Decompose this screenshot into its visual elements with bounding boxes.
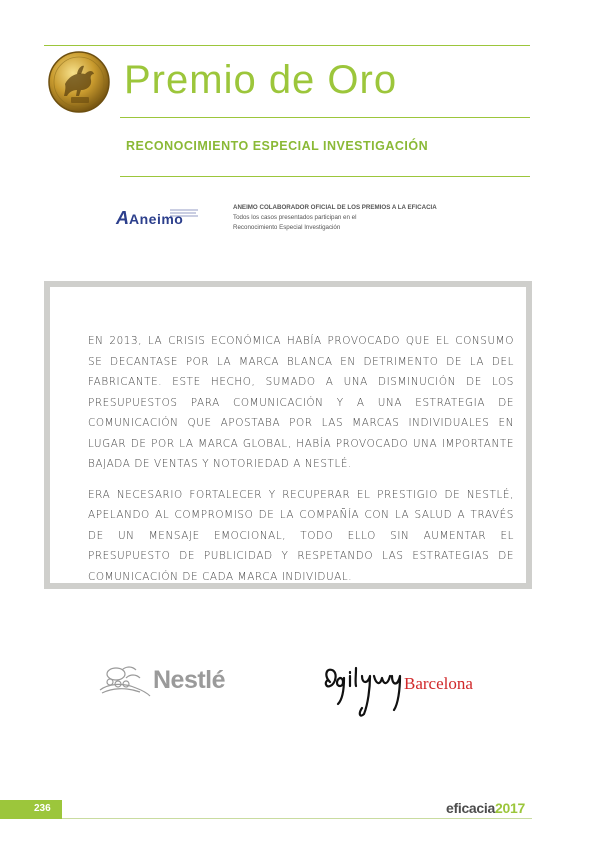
title-bottom-rule (120, 117, 530, 118)
summary-paragraph: ERA NECESARIO FORTALECER Y RECUPERAR EL PRESTIGIO DE NESTLÉ, APELANDO AL COMPROMISO DE LA COMPAÑÍA CON LA SALUD A TRAVÉS DE UN MENSAJE EMOCIONAL, TODO ELLO SIN AUMENTAR EL PRESUPUESTO DE PUBLICIDAD Y RESPETANDO LAS ESTRATEGIAS DE COMUNICACIÓN DE CADA MARCA INDIVIDUAL. (88, 488, 514, 583)
sponsor-line-3: Reconocimiento Especial Investigación (233, 224, 341, 231)
gold-medal-icon (47, 50, 111, 114)
sponsor-line-1: ANEIMO COLABORADOR OFICIAL DE LOS PREMIOS A LA EFICACIA (233, 204, 437, 211)
footer-rule (62, 818, 532, 819)
publication-name: eficacia (446, 800, 495, 816)
sponsor-note (233, 203, 493, 233)
ogilvy-signature-icon (322, 664, 406, 720)
page-number: 236 (34, 803, 51, 814)
nestle-logo-word: Nestlé (153, 666, 226, 694)
publication-year: 2017 (494, 800, 525, 816)
summary-paragraph: EN 2013, LA CRISIS ECONÓMICA HABÍA PROVOCADO QUE EL CONSUMO SE DECANTASE POR LA MARCA BLANCA EN DETRIMENTO DE LA DEL FABRICANTE. ESTE HECHO, SUMADO A UNA DISMINUCIÓN DE LOS PRESUPUESTOS PARA COMUNICACIÓN Y A UNA ESTRATEGIA DE COMUNICACIÓN QUE APOSTABA POR LAS MARCAS INDIVIDUALES EN LUGAR DE POR LA MARCA GLOBAL, HABÍA PROVOCADO UNA IMPORTANTE BAJADA DE VENTAS Y NOTORIEDAD A NESTLÉ. (88, 335, 514, 470)
case-summary-text (88, 331, 514, 597)
publication-logo (446, 800, 525, 816)
header-top-rule (44, 45, 530, 46)
subtitle-bottom-rule (120, 176, 530, 177)
aneimo-logo-word: Aneimo (129, 211, 184, 227)
aneimo-logo (114, 204, 202, 228)
ogilvy-city-word: Barcelona (404, 674, 473, 693)
svg-text:A: A (116, 208, 129, 228)
award-category: RECONOCIMIENTO ESPECIAL INVESTIGACIÓN (126, 139, 429, 153)
page-number-tab (0, 800, 62, 819)
sponsor-line-2: Todos los casos presentados participan en el (233, 214, 357, 221)
page-title: Premio de Oro (124, 58, 398, 102)
